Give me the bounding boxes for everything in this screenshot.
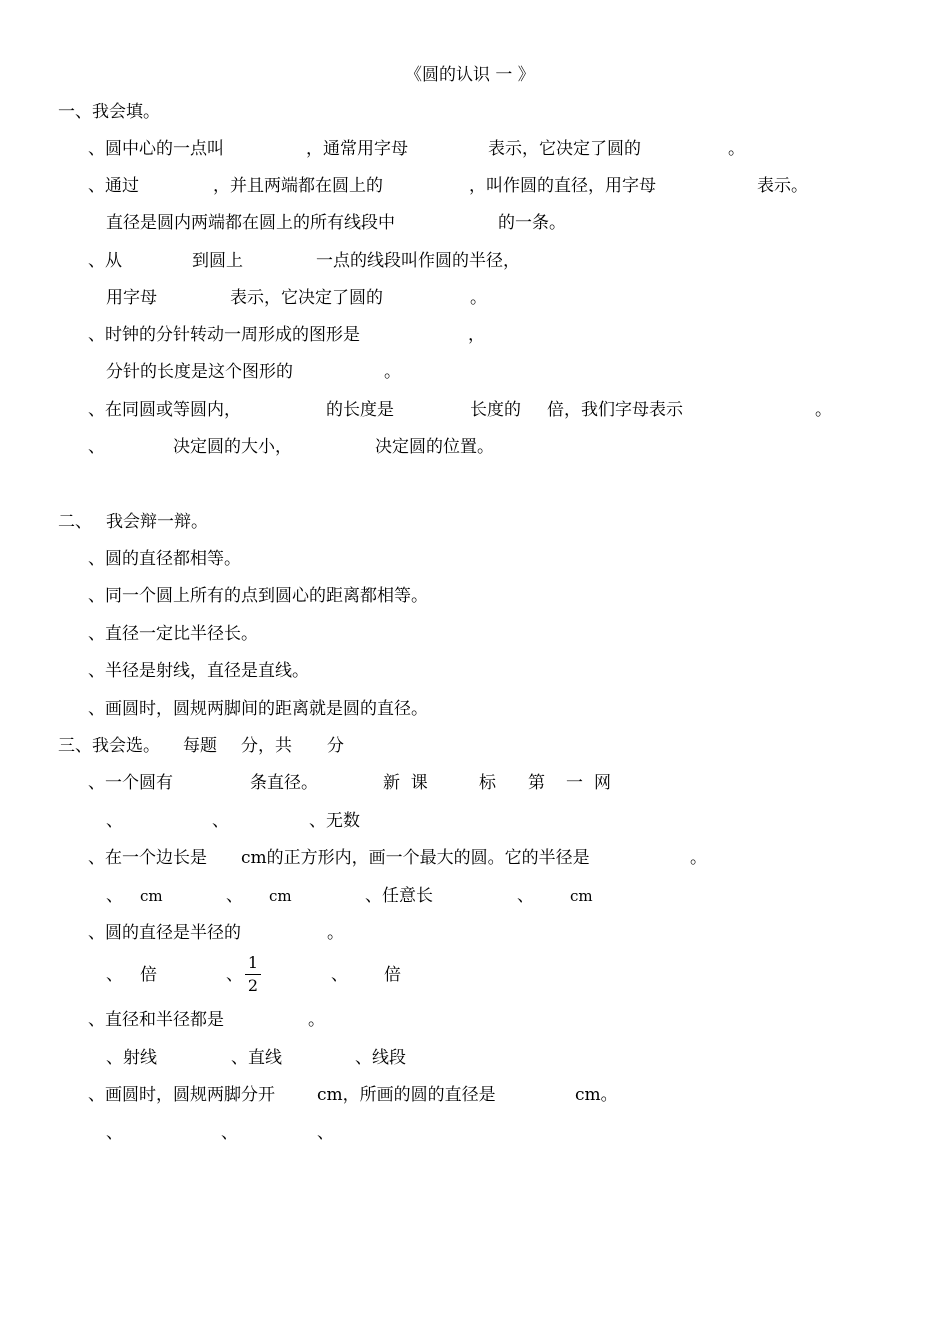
option-b[interactable]: 、 [226,965,243,985]
option-c[interactable]: 、 [317,1123,334,1143]
option-c[interactable]: 、无数 [309,811,360,831]
option-c[interactable]: 、任意长 [365,886,433,906]
option-a[interactable]: 、 [106,886,123,906]
section2-item-5: 、画圆时，圆规两脚间的距离就是圆的直径。 [88,699,428,719]
option-c[interactable]: 、 [331,965,348,985]
option-a[interactable]: 、射线 [106,1048,157,1068]
section1-heading: 一、我会填。 [58,102,160,122]
option-b[interactable]: 、直线 [231,1048,282,1068]
fraction-one-half: 1 2 [245,955,261,994]
section2-heading-number: 二、 [58,512,92,532]
option-a[interactable]: 、 [106,1123,123,1143]
worksheet-page: 《圆的认识 一 》 一、我会填。 、圆中心的一点叫 ，通常用字母 表示，它决定了圆的 。 、通过 ，并且两端都在圆上的 ，叫作圆的直径，用字母 表示。 直径是圆内两端都在圆上的所有线段中 的一条。 、从 到圆上 一点的线段叫作圆的半径， 用字母 表示，它决定了圆的 。 、时钟的分针转动一周形成的图形是 ， 分针的长度是这个图形的 。 、在同圆或等圆内， 的长度是 长度的 倍，我们字母表示 。 、 决定圆的大小， 决定圆的位置。 二、 我会辩一辩。 、圆的直径都相等。 、同一个圆上所有的点到圆心的距离都相等。 、直径一定比半径长。 、半径是射线，直径是直线。 、画圆时，圆规两脚间的距离就是圆的直径。 三、我会选。 每题 分，共 分 、一个圆有 条直径。 新 课 标 第 一 网 、 、 、无数 、在一个边长是 cm的正方形内，画一个最大的圆。它的半径是 。 、 cm 、 cm 、任意长 、 cm 、圆的直径是半径的 。 、 倍 、 1 2 、 倍 、直径和半径都是 。 、射线 、直线 、线段 、画圆时，圆规两脚分开 cm，所画的圆的直径是 cm。 、 、 、 [58,65,832,1143]
page-title: 《圆的认识 一 》 [405,65,535,85]
option-b[interactable]: 、 [212,811,229,831]
section2-item-3: 、直径一定比半径长。 [88,624,258,644]
section2-item-2: 、同一个圆上所有的点到圆心的距离都相等。 [88,586,428,606]
section2-item-4: 、半径是射线，直径是直线。 [88,661,309,681]
section2-item-1: 、圆的直径都相等。 [88,549,241,569]
option-c[interactable]: 、线段 [355,1048,406,1068]
option-b[interactable]: 、 [226,886,243,906]
option-b[interactable]: 、 [221,1123,238,1143]
section2-heading: 我会辩一辩。 [106,512,208,532]
option-d[interactable]: 、 [517,886,534,906]
option-a[interactable]: 、 [106,965,123,985]
option-a[interactable]: 、 [106,811,123,831]
